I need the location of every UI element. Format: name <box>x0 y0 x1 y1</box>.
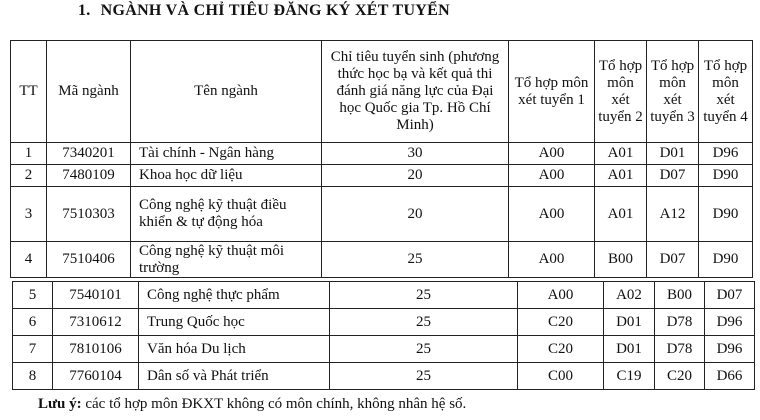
cell-to-hop-4: D96 <box>705 309 755 336</box>
table-row <box>11 242 753 278</box>
cell-chi-tieu: 25 <box>330 282 518 309</box>
cell-to-hop-3: B00 <box>655 282 705 309</box>
cell-to-hop-3: D07 <box>647 165 699 187</box>
footnote-text: các tổ hợp môn ĐKXT không có môn chính, không nhân hệ số. <box>85 396 467 412</box>
cell-ten-nganh: Văn hóa Du lịch <box>139 336 330 363</box>
cell-to-hop-3: C20 <box>655 363 705 390</box>
header-to-hop-1: Tổ hợp môn xét tuyển 1 <box>509 41 595 143</box>
cell-to-hop-2: A01 <box>595 143 647 165</box>
cell-tt: 6 <box>13 309 53 336</box>
cell-tt: 5 <box>13 282 53 309</box>
cell-ma-nganh: 7810106 <box>53 336 139 363</box>
cell-to-hop-1: A00 <box>509 242 595 278</box>
header-tt: TT <box>11 41 47 143</box>
cell-to-hop-2: A01 <box>595 187 647 242</box>
cell-ten-nganh: Công nghệ kỹ thuật điều khiển & tự động hóa <box>131 187 322 242</box>
cell-to-hop-2: A02 <box>604 282 655 309</box>
cell-chi-tieu: 25 <box>330 309 518 336</box>
cell-ten-nganh: Dân số và Phát triển <box>139 363 330 390</box>
cell-to-hop-4: D90 <box>699 187 753 242</box>
cell-chi-tieu: 30 <box>322 143 509 165</box>
table-row <box>13 282 755 309</box>
cell-to-hop-1: A00 <box>509 143 595 165</box>
cell-tt: 4 <box>11 242 47 278</box>
cell-tt: 7 <box>13 336 53 363</box>
table-row <box>13 363 755 390</box>
cell-tt: 2 <box>11 165 47 187</box>
footnote-label: Lưu ý: <box>38 396 82 412</box>
cell-to-hop-3: D78 <box>655 336 705 363</box>
cell-tt: 8 <box>13 363 53 390</box>
cell-to-hop-2: C19 <box>604 363 655 390</box>
cell-ma-nganh: 7310612 <box>53 309 139 336</box>
cell-to-hop-4: D66 <box>705 363 755 390</box>
section-heading <box>78 2 450 20</box>
cell-to-hop-4: D90 <box>699 242 753 278</box>
cell-chi-tieu: 20 <box>322 187 509 242</box>
section-number: 1. <box>78 2 91 19</box>
cell-chi-tieu: 20 <box>322 165 509 187</box>
cell-to-hop-3: D01 <box>647 143 699 165</box>
cell-to-hop-1: C00 <box>518 363 604 390</box>
cell-tt: 1 <box>11 143 47 165</box>
cell-ten-nganh: Công nghệ thực phẩm <box>139 282 330 309</box>
header-to-hop-3: Tổ hợp môn xét tuyển 3 <box>647 41 699 143</box>
cell-to-hop-4: D96 <box>699 143 753 165</box>
footnote <box>38 396 466 413</box>
cell-to-hop-3: D78 <box>655 309 705 336</box>
header-to-hop-2: Tổ hợp môn xét tuyển 2 <box>595 41 647 143</box>
cell-ten-nganh: Tài chính - Ngân hàng <box>131 143 322 165</box>
cell-to-hop-3: A12 <box>647 187 699 242</box>
cell-to-hop-1: A00 <box>509 187 595 242</box>
cell-ma-nganh: 7480109 <box>47 165 131 187</box>
table-row <box>11 187 753 242</box>
table-header-row <box>11 41 753 143</box>
cell-chi-tieu: 25 <box>330 336 518 363</box>
admission-table-bottom <box>12 281 755 390</box>
cell-to-hop-1: C20 <box>518 309 604 336</box>
cell-to-hop-1: A00 <box>518 282 604 309</box>
cell-ma-nganh: 7510303 <box>47 187 131 242</box>
cell-ma-nganh: 7760104 <box>53 363 139 390</box>
header-ten-nganh: Tên ngành <box>131 41 322 143</box>
cell-to-hop-4: D90 <box>699 165 753 187</box>
table-row <box>13 336 755 363</box>
cell-to-hop-4: D96 <box>705 336 755 363</box>
cell-to-hop-2: A01 <box>595 165 647 187</box>
cell-ten-nganh: Khoa học dữ liệu <box>131 165 322 187</box>
cell-to-hop-4: D07 <box>705 282 755 309</box>
cell-ma-nganh: 7540101 <box>53 282 139 309</box>
cell-to-hop-1: A00 <box>509 165 595 187</box>
cell-to-hop-2: B00 <box>595 242 647 278</box>
cell-to-hop-3: D07 <box>647 242 699 278</box>
header-ma-nganh: Mã ngành <box>47 41 131 143</box>
cell-ten-nganh: Công nghệ kỹ thuật môi trường <box>131 242 322 278</box>
cell-to-hop-1: C20 <box>518 336 604 363</box>
table-row <box>11 165 753 187</box>
cell-ma-nganh: 7510406 <box>47 242 131 278</box>
cell-chi-tieu: 25 <box>322 242 509 278</box>
cell-tt: 3 <box>11 187 47 242</box>
table-row <box>13 309 755 336</box>
table-row <box>11 143 753 165</box>
cell-to-hop-2: D01 <box>604 336 655 363</box>
section-title: NGÀNH VÀ CHỈ TIÊU ĐĂNG KÝ XÉT TUYỂN <box>100 2 450 19</box>
cell-ma-nganh: 7340201 <box>47 143 131 165</box>
header-chi-tieu: Chỉ tiêu tuyển sinh (phương thức học bạ và kết quả thi đánh giá năng lực của Đại học Quốc gia Tp. Hồ Chí Minh) <box>322 41 509 143</box>
cell-chi-tieu: 25 <box>330 363 518 390</box>
header-to-hop-4: Tổ hợp môn xét tuyển 4 <box>699 41 753 143</box>
admission-table-top <box>10 40 753 278</box>
cell-to-hop-2: D01 <box>604 309 655 336</box>
cell-ten-nganh: Trung Quốc học <box>139 309 330 336</box>
